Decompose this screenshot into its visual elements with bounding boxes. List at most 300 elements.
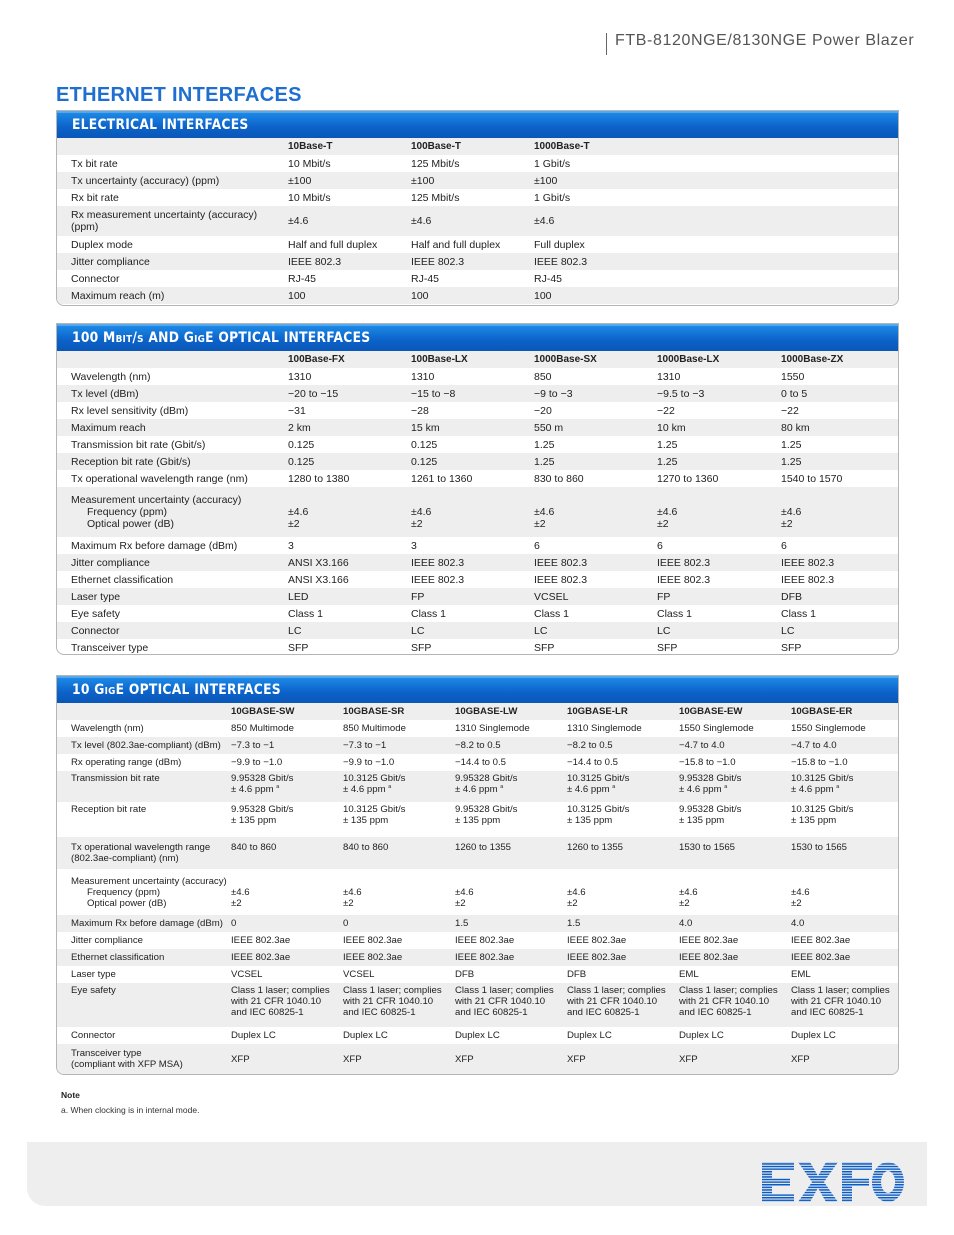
table-cell: 0.125 [288,438,315,451]
table-cell: 10.3125 Gbit/s ± 4.6 ppm $^a$ [567,771,679,802]
table-cell: 840 to 860 [343,837,455,869]
table-cell: IEEE 802.3 [657,554,781,571]
table-cell: −22 [781,404,799,417]
table-cell: Class 1 laser; complies with 21 CFR 1040.10 and IEC 60825-1 [231,983,343,1027]
table-cell: −15.8 to −1.0 [791,757,848,768]
table-cell: 10 km [657,419,781,436]
table-cell: 1 Gbit/s [534,191,571,204]
table-cell: Laser type [71,969,116,980]
table-row [57,588,898,605]
table-cell: 10.3125 Gbit/s ± 4.6 ppm $^a$ [343,771,455,802]
table-row [57,236,898,253]
table-cell: Duplex LC [455,1030,500,1041]
table-cell: IEEE 802.3 [781,573,835,586]
table-cell: Transmission bit rate (Gbit/s) [71,438,206,451]
table-cell: IEEE 802.3ae [679,949,791,966]
table-cell: 10.3125 Gbit/s ± 135 ppm [343,804,406,826]
table-cell: 100 [534,287,657,304]
table-cell: 550 m [534,419,657,436]
table-cell: 125 Mbit/s [411,191,460,204]
table-cell: IEEE 802.3ae [791,935,851,946]
table-row [57,837,898,869]
table-cell: Class 1 [288,607,324,620]
document-title: FTB-8120NGE/8130NGE Power Blazer [615,32,915,49]
table-row [57,385,898,402]
table-cell: SFP [288,641,309,654]
table-cell: ±4.6 [411,206,534,236]
table-row [57,571,898,588]
table-cell: 0.125 [411,453,534,470]
table-cell: Wavelength (nm) [71,723,144,734]
table-cell: ±4.6 ±2 [455,886,474,909]
table-cell: ±100 [534,172,657,189]
column-header: 1000Base-ZX [781,351,898,368]
table-cell: 1.25 [657,453,781,470]
table-cell: Duplex LC [231,1030,276,1041]
table-cell: ±100 [288,172,411,189]
table-cell: −7.3 to −1 [231,737,343,754]
table-cell: ±4.6 ±2 [679,886,698,909]
table-cell [657,206,898,236]
table-cell: Class 1 [781,607,817,620]
table-cell: IEEE 802.3ae [679,935,739,946]
table-cell: XFP [343,1044,455,1074]
table-cell: 1310 Singlemode [567,723,642,734]
table-cell: 100 [411,287,534,304]
table-cell: 1 Gbit/s [534,157,571,170]
table-cell: −31 [288,404,306,417]
table-cell: −9.9 to −1.0 [343,757,395,768]
table-cell: 15 km [411,419,534,436]
table-cell: Class 1 laser; complies with 21 CFR 1040.10 and IEC 60825-1 [791,983,898,1027]
exfo-logo [760,1158,906,1206]
table-cell: 850 Multimode [231,723,294,734]
table-cell: IEEE 802.3 [781,554,898,571]
section-header [57,676,898,703]
table-row [57,470,898,487]
table-cell: 6 [534,539,540,552]
table-row [57,771,898,802]
table-cell: Laser type [57,588,288,605]
table-cell: Reception bit rate (Gbit/s) [57,453,288,470]
table-cell: IEEE 802.3 [288,253,411,270]
table-cell: VCSEL [231,969,263,980]
table-cell: 0.125 [411,438,438,451]
table-cell: XFP [791,1044,898,1074]
table-row-measurement [57,487,898,537]
table-header-cell [57,138,288,155]
table-cell: SFP [534,641,555,654]
table-row [57,737,898,754]
table-cell: −15 to −8 [411,385,534,402]
table-row [57,270,898,287]
table-cell [657,287,898,304]
table-cell: 1530 to 1565 [679,837,791,869]
table-cell: 10 Mbit/s [288,191,331,204]
table-cell: IEEE 802.3 [411,253,534,270]
table-cell: −8.2 to 0.5 [567,737,679,754]
table-cell: LC [288,622,411,639]
table-cell: DFB [567,969,587,980]
table-cell: IEEE 802.3ae [231,935,291,946]
table-row [57,189,898,206]
table-cell: 1550 Singlemode [791,723,866,734]
table-cell: 830 to 860 [534,472,584,485]
section-title: 10 GIGE OPTICAL INTERFACES [72,682,281,698]
table-cell: XFP [455,1044,567,1074]
table-cell: IEEE 802.3ae [567,949,679,966]
table-row [57,155,898,172]
table-cell: LED [288,588,411,605]
table-cell: 1261 to 1360 [411,472,473,485]
table-cell: 4.0 [791,915,898,932]
table-cell: −8.2 to 0.5 [455,737,567,754]
column-header: 10GBASE-EW [679,703,791,720]
column-header: 100Base-T [411,138,534,155]
table-cell: 125 Mbit/s [411,157,460,170]
table-cell: EML [679,969,699,980]
table-cell [657,253,898,270]
table-cell: ±100 [411,172,534,189]
table-cell: Maximum Rx before damage (dBm) [71,539,238,552]
table-cell: Tx operational wavelength range (nm) [71,472,248,485]
table-cell: 9.95328 Gbit/s ± 135 ppm [455,804,518,826]
table-cell: ±4.6 ±2 [567,886,586,909]
table-cell: ±4.6 ±2 [657,487,781,537]
table-cell: EML [791,969,811,980]
table-row [57,966,898,983]
table-row [57,605,898,622]
table-cell: 0 [343,915,455,932]
table-row [57,720,898,737]
table-cell: IEEE 802.3ae [343,935,403,946]
table-cell: Full duplex [534,238,585,251]
table-cell: Wavelength (nm) [71,370,151,383]
table-cell: IEEE 802.3 [411,573,465,586]
table-row [57,622,898,639]
table-row [57,639,898,655]
table-cell: Class 1 [411,607,447,620]
table-cell: Connector [71,1030,116,1041]
table-cell: 10.3125 Gbit/s ± 135 ppm [791,804,854,826]
table-cell: 80 km [781,419,898,436]
table-cell [657,236,898,253]
table-cell: Duplex LC [343,1030,388,1041]
header-divider [606,33,607,55]
table-cell: Transceiver type (compliant with XFP MSA) [57,1044,231,1074]
table-cell: SFP [657,641,678,654]
table-cell: −22 [657,404,675,417]
table-header-row [57,351,898,368]
note-a: a. When clocking is in internal mode. [61,1105,200,1115]
table-cell: Tx operational wavelength range (802.3ae-compliant) (nm) [57,837,231,869]
column-header: 1000Base-T [534,138,657,155]
table-cell: 3 [288,539,294,552]
table-row [57,436,898,453]
table-cell: ±4.6 ±2 [781,487,898,537]
gige-optical-interfaces-section [56,323,899,655]
table-row [57,932,898,949]
table-row [57,453,898,470]
table-cell: 1270 to 1360 [657,472,719,485]
table-cell: 850 [534,370,552,383]
table-cell: ±4.6 ±2 [343,886,362,909]
10gige-optical-table [57,703,898,1074]
table-row [57,402,898,419]
column-header: 100Base-FX [288,351,411,368]
table-row [57,915,898,932]
table-row [57,206,898,236]
table-cell: Jitter compliance [57,554,288,571]
table-cell: IEEE 802.3 [534,573,588,586]
table-cell: 9.95328 Gbit/s ± 4.6 ppm $^a$ [679,771,791,802]
table-cell: 9.95328 Gbit/s ± 135 ppm [231,804,294,826]
table-cell: Rx level sensitivity (dBm) [71,404,189,417]
electrical-table [57,138,898,304]
table-cell: XFP [679,1044,791,1074]
table-cell: ±4.6 [534,206,657,236]
table-cell: LC [534,622,657,639]
table-cell: Class 1 [534,607,570,620]
table-cell: 10.3125 Gbit/s ± 135 ppm [567,804,630,826]
table-cell: LC [781,622,898,639]
table-cell: DFB [455,969,475,980]
table-cell: Duplex mode [71,238,133,251]
table-cell: 1.25 [657,438,678,451]
table-cell: −4.7 to 4.0 [679,737,791,754]
table-cell: −20 to −15 [288,385,411,402]
table-cell: FP [411,588,534,605]
table-cell: 9.95328 Gbit/s ± 4.6 ppm $^a$ [455,771,567,802]
table-cell: 6 [781,539,787,552]
table-cell: Connector [71,272,120,285]
table-cell: VCSEL [343,969,375,980]
meas-label: Measurement uncertainty (accuracy) [71,494,242,506]
table-cell: RJ-45 [411,272,440,285]
table-cell: Class 1 laser; complies with 21 CFR 1040.10 and IEC 60825-1 [567,983,679,1027]
page-title: ETHERNET INTERFACES [56,84,302,106]
table-cell: Duplex LC [679,1030,724,1041]
table-cell: IEEE 802.3ae [455,949,567,966]
table-cell: 1310 [657,370,681,383]
table-row [57,1044,898,1074]
table-cell: 1.25 [781,438,802,451]
table-cell: Class 1 laser; complies with 21 CFR 1040.10 and IEC 60825-1 [455,983,567,1027]
gige-optical-table [57,351,898,655]
table-cell: Transceiver type [71,641,149,654]
table-cell: −9.5 to −3 [657,385,781,402]
table-header-row [57,703,898,720]
table-cell: ±4.6 ±2 [411,487,534,537]
table-row [57,537,898,554]
table-cell: −14.4 to 0.5 [455,757,506,768]
section-title: 100 MBIT/S AND GIGE OPTICAL INTERFACES [72,330,371,346]
section-title: ELECTRICAL INTERFACES [72,117,249,133]
table-cell: Jitter compliance [57,253,288,270]
table-cell: Connector [57,622,288,639]
table-cell: Tx level (dBm) [57,385,288,402]
table-cell: Eye safety [71,607,121,620]
table-row [57,869,898,915]
table-cell: −7.3 to −1 [343,737,455,754]
table-cell: RJ-45 [288,272,317,285]
table-cell: 1540 to 1570 [781,472,843,485]
table-cell: Tx bit rate [71,157,118,170]
table-cell: 3 [411,539,417,552]
table-cell: SFP [411,641,432,654]
table-cell: Eye safety [57,983,231,1027]
section-header [57,324,898,351]
electrical-interfaces-section [56,110,899,306]
table-row [57,1027,898,1044]
table-cell [657,189,898,206]
column-header: 10GBASE-LW [455,703,567,720]
table-row [57,802,898,837]
table-cell: IEEE 802.3ae [791,949,898,966]
table-row [57,368,898,385]
table-cell: 1.25 [781,453,898,470]
table-cell: Reception bit rate [71,804,147,815]
table-cell: XFP [567,1044,679,1074]
column-header: 1000Base-SX [534,351,657,368]
table-cell [657,172,898,189]
table-row [57,172,898,189]
table-cell: 1.5 [567,915,679,932]
column-header: 10GBASE-SW [231,703,343,720]
table-cell: 1260 to 1355 [567,837,679,869]
table-cell: RJ-45 [534,272,563,285]
table-cell: Maximum reach [57,419,288,436]
table-cell: 1.25 [534,438,555,451]
table-cell: LC [411,622,534,639]
table-cell: 850 Multimode [343,723,406,734]
column-header: 10GBASE-ER [791,703,898,720]
table-cell: IEEE 802.3ae [343,949,455,966]
table-cell: Tx level (802.3ae-compliant) (dBm) [57,737,231,754]
table-cell: FP [657,588,781,605]
table-cell: ANSI X3.166 [288,573,349,586]
table-cell: Jitter compliance [71,935,143,946]
table-cell: VCSEL [534,588,657,605]
table-cell: LC [657,622,781,639]
table-row [57,287,898,304]
table-cell: 1.25 [534,453,657,470]
table-cell: SFP [781,641,802,654]
table-cell: 1550 [781,370,805,383]
table-cell: 6 [657,539,663,552]
table-cell: ±4.6 ±2 [534,487,657,537]
table-cell: Tx uncertainty (accuracy) (ppm) [57,172,288,189]
table-cell: −28 [411,404,429,417]
table-cell: 2 km [288,419,411,436]
table-cell: 0 to 5 [781,385,898,402]
table-cell: 1550 Singlemode [679,723,754,734]
table-row [57,949,898,966]
table-cell: Class 1 laser; complies with 21 CFR 1040.10 and IEC 60825-1 [679,983,791,1027]
table-cell: Ethernet classification [71,573,174,586]
table-cell: IEEE 802.3 [534,554,657,571]
table-cell: IEEE 802.3ae [231,949,343,966]
table-cell [57,487,288,537]
table-cell: Maximum Rx before damage (dBm) [57,915,231,932]
note-title: Note [61,1090,80,1100]
table-cell: 0.125 [288,453,411,470]
table-cell: Ethernet classification [57,949,231,966]
table-cell: −20 [534,404,552,417]
table-cell: 100 [288,287,411,304]
table-cell: Half and full duplex [411,238,501,251]
column-header: 10GBASE-SR [343,703,455,720]
table-cell: IEEE 802.3 [657,573,711,586]
column-header: 10GBASE-LR [567,703,679,720]
table-cell: Rx measurement uncertainty (accuracy) (ppm) [57,206,288,236]
10gige-optical-interfaces-section [56,675,899,1075]
table-row [57,754,898,771]
column-header: 10Base-T [288,138,411,155]
table-cell: 9.95328 Gbit/s ± 135 ppm [679,804,742,826]
table-cell: 1280 to 1380 [288,472,350,485]
column-header: 1000Base-LX [657,351,781,368]
table-cell: Class 1 [657,607,693,620]
table-cell: 1260 to 1355 [455,837,567,869]
table-cell: ANSI X3.166 [288,554,411,571]
table-cell: Half and full duplex [288,238,378,251]
table-row [57,253,898,270]
table-cell: −4.7 to 4.0 [791,737,898,754]
column-header: 100Base-LX [411,351,534,368]
table-cell: Measurement uncertainty (accuracy) Frequency (ppm) Optical power (dB) [71,875,227,909]
table-row [57,554,898,571]
table-cell: Duplex LC [791,1030,836,1041]
table-header-row [57,138,898,155]
table-cell: −15.8 to −1.0 [679,757,736,768]
table-row [57,419,898,436]
table-cell: 1310 [288,370,312,383]
table-cell: 10 Mbit/s [288,157,331,170]
table-cell: IEEE 802.3ae [567,935,627,946]
table-cell: Transmission bit rate [57,771,231,802]
table-cell: IEEE 802.3ae [455,935,515,946]
table-cell: XFP [231,1044,343,1074]
table-cell: 0 [231,915,343,932]
table-cell: 9.95328 Gbit/s ± 4.6 ppm $^a$ [231,771,343,802]
table-cell: 1310 Singlemode [455,723,530,734]
table-cell: IEEE 802.3 [534,253,657,270]
table-cell: −9.9 to −1.0 [231,757,283,768]
table-cell: 1530 to 1565 [791,837,898,869]
table-cell: 1310 [411,370,435,383]
section-header [57,111,898,138]
table-cell: ±4.6 ±2 [231,886,250,909]
table-cell: −14.4 to 0.5 [567,757,618,768]
table-cell: Maximum reach (m) [57,287,288,304]
table-cell: −9 to −3 [534,385,657,402]
table-cell: DFB [781,588,898,605]
power-label: Optical power (dB) [87,518,174,530]
table-cell: ±4.6 ±2 [791,886,810,909]
table-cell: IEEE 802.3 [411,554,534,571]
table-cell: Rx operating range (dBm) [71,757,182,768]
table-cell [657,155,898,172]
table-cell: 4.0 [679,915,791,932]
table-row [57,983,898,1027]
table-cell: 1.5 [455,915,567,932]
freq-label: Frequency (ppm) [87,506,167,518]
table-cell: Rx bit rate [71,191,119,204]
table-cell: ±4.6 ±2 [288,487,411,537]
table-cell: 10.3125 Gbit/s ± 4.6 ppm $^a$ [791,771,898,802]
table-cell: ±4.6 [288,206,411,236]
